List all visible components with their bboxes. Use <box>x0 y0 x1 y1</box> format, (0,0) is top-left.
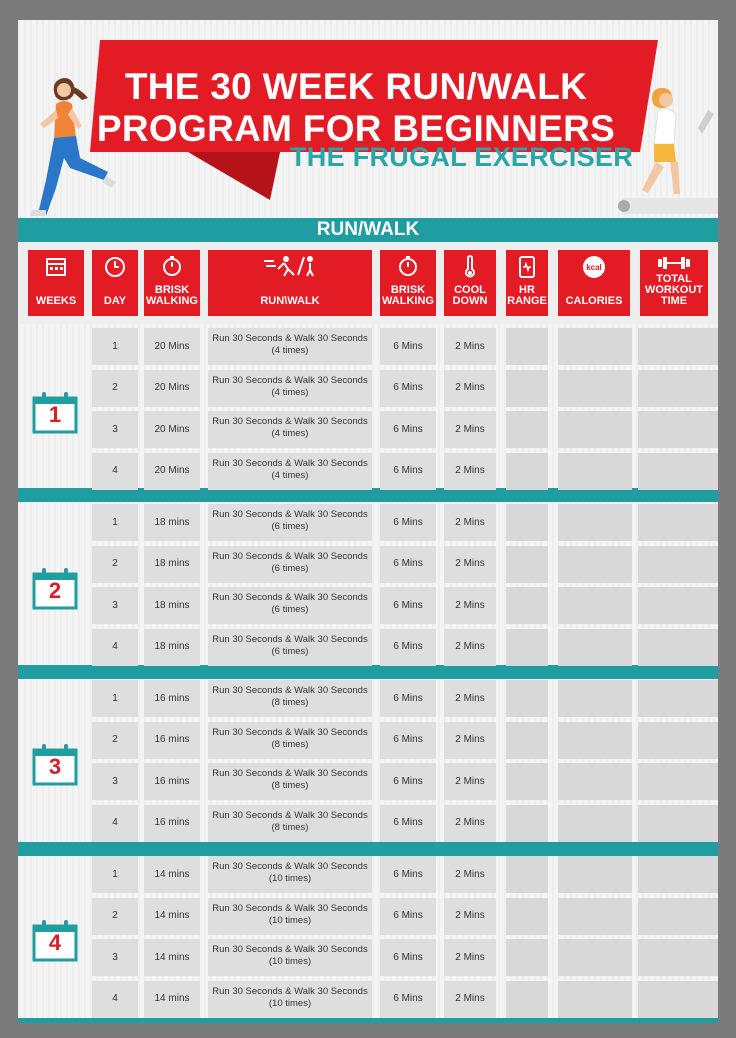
cal-cell <box>558 629 632 666</box>
run-walk-repetitions: (6 times) <box>271 562 309 574</box>
brisk2-cell: 6 Mins <box>380 722 436 759</box>
cal-cell <box>558 453 632 490</box>
total-cell <box>638 763 718 800</box>
brisk2-cell: 6 Mins <box>380 856 436 893</box>
run-walk-cell <box>208 722 372 759</box>
total-cell <box>638 629 718 666</box>
header-calories-label: CALORIES <box>565 295 623 307</box>
cal-cell <box>558 587 632 624</box>
kcal-icon-label: kcal <box>586 263 602 272</box>
brisk-cell: 16 mins <box>144 680 200 717</box>
run-walk-cell <box>208 587 372 624</box>
brisk-cell: 20 Mins <box>144 453 200 490</box>
day-cell: 1 <box>92 856 138 893</box>
brisk-cell: 16 mins <box>144 763 200 800</box>
runner-walker-icon <box>262 255 318 277</box>
run-walk-instruction: Run 30 Seconds & Walk 30 Seconds <box>212 861 368 872</box>
total-cell <box>638 504 718 541</box>
brisk2-cell: 6 Mins <box>380 411 436 448</box>
run-walk-cell <box>208 504 372 541</box>
run-walk-instruction: Run 30 Seconds & Walk 30 Seconds <box>212 333 368 344</box>
total-cell <box>638 805 718 842</box>
cool-cell: 2 Mins <box>444 411 496 448</box>
cal-cell <box>558 328 632 365</box>
run-walk-instruction: Run 30 Seconds & Walk 30 Seconds <box>212 902 368 914</box>
cal-cell <box>558 504 632 541</box>
day-cell: 2 <box>92 722 138 759</box>
day-cell: 4 <box>92 981 138 1018</box>
hr-cell <box>506 763 548 800</box>
brisk-cell: 14 mins <box>144 856 200 893</box>
run-walk-cell <box>208 411 372 448</box>
dumbbell-icon <box>657 255 691 271</box>
stopwatch-icon <box>397 255 419 277</box>
header-weeks <box>28 250 84 316</box>
title-line-1: THE 30 WEEK RUN/WALK <box>124 66 588 107</box>
heart-monitor-icon <box>518 255 536 279</box>
run-walk-cell <box>208 898 372 935</box>
cal-cell <box>558 981 632 1018</box>
run-walk-repetitions: (8 times) <box>271 738 309 750</box>
header-brisk-1-a: BRISK <box>154 284 190 296</box>
day-cell: 4 <box>92 629 138 666</box>
run-walk-instruction: Run 30 Seconds & Walk 30 Seconds <box>212 985 368 997</box>
table-bottom-bar <box>18 1018 718 1023</box>
day-cell: 3 <box>92 763 138 800</box>
run-walk-cell <box>208 328 372 365</box>
run-walk-instruction: Run 30 Seconds & Walk 30 Seconds <box>212 633 368 645</box>
brisk2-cell: 6 Mins <box>380 328 436 365</box>
cool-cell: 2 Mins <box>444 939 496 976</box>
cal-cell <box>558 805 632 842</box>
header-total-a: TOTAL <box>656 273 692 285</box>
cool-cell: 2 Mins <box>444 680 496 717</box>
brisk2-cell: 6 Mins <box>380 587 436 624</box>
brisk2-cell: 6 Mins <box>380 981 436 1018</box>
header-day-label: DAY <box>103 295 127 307</box>
total-cell <box>638 587 718 624</box>
cool-cell: 2 Mins <box>444 722 496 759</box>
cool-cell: 2 Mins <box>444 453 496 490</box>
run-walk-repetitions: (10 times) <box>268 997 312 1009</box>
cool-cell: 2 Mins <box>444 546 496 583</box>
hr-cell <box>506 328 548 365</box>
table-header <box>18 242 718 324</box>
header-brisk-walking-2 <box>380 250 436 316</box>
header-total-c: TIME <box>660 295 688 307</box>
title-line-2: PROGRAM FOR BEGINNERS <box>96 108 616 149</box>
week-calendar-badge <box>32 392 78 434</box>
header-total-b: WORKOUT <box>644 284 704 296</box>
hr-cell <box>506 805 548 842</box>
week-calendar-badge <box>32 568 78 610</box>
cal-cell <box>558 856 632 893</box>
week-separator <box>18 488 718 502</box>
hr-cell <box>506 453 548 490</box>
total-cell <box>638 680 718 717</box>
clock-icon <box>103 255 127 279</box>
run-walk-cell <box>208 805 372 842</box>
brisk2-cell: 6 Mins <box>380 453 436 490</box>
header-brisk-1-b: WALKING <box>146 295 198 307</box>
week-calendar-badge <box>32 920 78 962</box>
cal-cell <box>558 939 632 976</box>
total-cell <box>638 981 718 1018</box>
hr-cell <box>506 898 548 935</box>
hr-cell <box>506 370 548 407</box>
run-walk-instruction: Run 30 Seconds & Walk 30 Seconds <box>212 726 368 738</box>
cal-cell <box>558 763 632 800</box>
treadmill-runner-illustration <box>602 80 718 218</box>
run-walk-instruction: Run 30 Seconds & Walk 30 Seconds <box>212 768 368 779</box>
cal-cell <box>558 898 632 935</box>
run-walk-repetitions: (10 times) <box>268 873 312 884</box>
header-run-walk-label: RUN\WALK <box>260 295 320 307</box>
day-cell: 1 <box>92 680 138 717</box>
run-walk-cell <box>208 629 372 666</box>
brisk-cell: 14 mins <box>144 939 200 976</box>
hr-cell <box>506 981 548 1018</box>
run-walk-repetitions: (6 times) <box>271 604 309 615</box>
week-number: 1 <box>48 402 62 427</box>
run-walk-cell <box>208 370 372 407</box>
total-cell <box>638 453 718 490</box>
day-cell: 2 <box>92 546 138 583</box>
brisk2-cell: 6 Mins <box>380 546 436 583</box>
cool-cell: 2 Mins <box>444 587 496 624</box>
hr-cell <box>506 939 548 976</box>
day-cell: 1 <box>92 328 138 365</box>
hr-cell <box>506 680 548 717</box>
day-cell: 3 <box>92 939 138 976</box>
cool-cell: 2 Mins <box>444 981 496 1018</box>
run-walk-repetitions: (10 times) <box>268 956 312 967</box>
subtitle: THE FRUGAL EXERCISER <box>290 142 634 172</box>
total-cell <box>638 546 718 583</box>
brisk-cell: 18 mins <box>144 587 200 624</box>
run-walk-cell <box>208 981 372 1018</box>
thermometer-icon <box>462 255 478 279</box>
header-hr-a: HR <box>519 284 535 296</box>
week-number: 4 <box>48 930 62 955</box>
brisk2-cell: 6 Mins <box>380 370 436 407</box>
run-walk-repetitions: (6 times) <box>271 521 309 532</box>
brisk2-cell: 6 Mins <box>380 763 436 800</box>
hr-cell <box>506 587 548 624</box>
brisk2-cell: 6 Mins <box>380 898 436 935</box>
run-walk-instruction: Run 30 Seconds & Walk 30 Seconds <box>212 374 368 386</box>
run-walk-instruction: Run 30 Seconds & Walk 30 Seconds <box>212 592 368 603</box>
brisk-cell: 16 mins <box>144 805 200 842</box>
hr-cell <box>506 546 548 583</box>
hr-cell <box>506 629 548 666</box>
week-separator <box>18 665 718 679</box>
run-walk-repetitions: (8 times) <box>271 780 309 791</box>
run-walk-repetitions: (4 times) <box>271 386 309 398</box>
run-walk-repetitions: (8 times) <box>271 821 309 833</box>
cool-cell: 2 Mins <box>444 328 496 365</box>
cool-cell: 2 Mins <box>444 629 496 666</box>
day-cell: 2 <box>92 370 138 407</box>
brisk2-cell: 6 Mins <box>380 805 436 842</box>
total-cell <box>638 328 718 365</box>
brisk-cell: 20 Mins <box>144 328 200 365</box>
cool-cell: 2 Mins <box>444 370 496 407</box>
poster <box>18 20 718 1023</box>
run-walk-cell <box>208 763 372 800</box>
brisk-cell: 18 mins <box>144 546 200 583</box>
run-walk-instruction: Run 30 Seconds & Walk 30 Seconds <box>212 509 368 520</box>
brisk-cell: 16 mins <box>144 722 200 759</box>
header-run-walk <box>208 250 372 316</box>
day-cell: 4 <box>92 453 138 490</box>
week-calendar-badge <box>32 744 78 786</box>
run-walk-instruction: Run 30 Seconds & Walk 30 Seconds <box>212 685 368 696</box>
brisk-cell: 14 mins <box>144 898 200 935</box>
week-separator <box>18 842 718 856</box>
run-walk-repetitions: (6 times) <box>271 645 309 657</box>
day-cell: 3 <box>92 587 138 624</box>
run-walk-repetitions: (10 times) <box>268 914 312 926</box>
cal-cell <box>558 370 632 407</box>
day-cell: 1 <box>92 504 138 541</box>
total-cell <box>638 939 718 976</box>
total-cell <box>638 898 718 935</box>
brisk-cell: 20 Mins <box>144 411 200 448</box>
brisk2-cell: 6 Mins <box>380 939 436 976</box>
title-banner <box>80 40 660 158</box>
run-walk-repetitions: (4 times) <box>271 345 309 356</box>
run-walk-cell <box>208 680 372 717</box>
run-walk-instruction: Run 30 Seconds & Walk 30 Seconds <box>212 550 368 562</box>
brisk2-cell: 6 Mins <box>380 680 436 717</box>
run-walk-instruction: Run 30 Seconds & Walk 30 Seconds <box>212 457 368 469</box>
cool-cell: 2 Mins <box>444 898 496 935</box>
run-walk-instruction: Run 30 Seconds & Walk 30 Seconds <box>212 809 368 821</box>
run-walk-cell <box>208 939 372 976</box>
total-cell <box>638 370 718 407</box>
day-cell: 3 <box>92 411 138 448</box>
header-brisk-walking-1 <box>144 250 200 316</box>
week-number: 2 <box>48 578 62 603</box>
run-walk-cell <box>208 546 372 583</box>
header-calories <box>558 250 630 316</box>
header-hr-range <box>506 250 548 316</box>
total-cell <box>638 722 718 759</box>
cool-cell: 2 Mins <box>444 504 496 541</box>
brisk-cell: 20 Mins <box>144 370 200 407</box>
header-brisk-2-b: WALKING <box>382 295 434 307</box>
hr-cell <box>506 504 548 541</box>
cal-cell <box>558 546 632 583</box>
brisk-cell: 14 mins <box>144 981 200 1018</box>
header-total-workout-time <box>640 250 708 316</box>
run-walk-repetitions: (8 times) <box>271 697 309 708</box>
header-cool-a: COOL <box>454 284 486 296</box>
calendar-icon <box>45 255 67 277</box>
week-number: 3 <box>48 754 62 779</box>
hr-cell <box>506 411 548 448</box>
header-cool-b: DOWN <box>452 295 488 307</box>
hr-cell <box>506 722 548 759</box>
header-weeks-label: WEEKS <box>35 295 77 307</box>
run-walk-instruction: Run 30 Seconds & Walk 30 Seconds <box>212 944 368 955</box>
cool-cell: 2 Mins <box>444 763 496 800</box>
header-day <box>92 250 138 316</box>
run-walk-repetitions: (4 times) <box>271 469 309 481</box>
total-cell <box>638 411 718 448</box>
header-cool-down <box>444 250 496 316</box>
section-title: RUN/WALK <box>316 219 420 240</box>
day-cell: 2 <box>92 898 138 935</box>
hr-cell <box>506 856 548 893</box>
header-brisk-2-a: BRISK <box>390 284 426 296</box>
cal-cell <box>558 722 632 759</box>
section-bar <box>18 218 718 242</box>
brisk-cell: 18 mins <box>144 629 200 666</box>
cal-cell <box>558 680 632 717</box>
brisk2-cell: 6 Mins <box>380 504 436 541</box>
brisk2-cell: 6 Mins <box>380 629 436 666</box>
cal-cell <box>558 411 632 448</box>
run-walk-cell <box>208 856 372 893</box>
run-walk-cell <box>208 453 372 490</box>
run-walk-instruction: Run 30 Seconds & Walk 30 Seconds <box>212 416 368 427</box>
total-cell <box>638 856 718 893</box>
day-cell: 4 <box>92 805 138 842</box>
cool-cell: 2 Mins <box>444 856 496 893</box>
stopwatch-icon <box>161 255 183 277</box>
cool-cell: 2 Mins <box>444 805 496 842</box>
run-walk-repetitions: (4 times) <box>271 428 309 439</box>
brisk-cell: 18 mins <box>144 504 200 541</box>
header-hr-b: RANGE <box>507 295 547 307</box>
